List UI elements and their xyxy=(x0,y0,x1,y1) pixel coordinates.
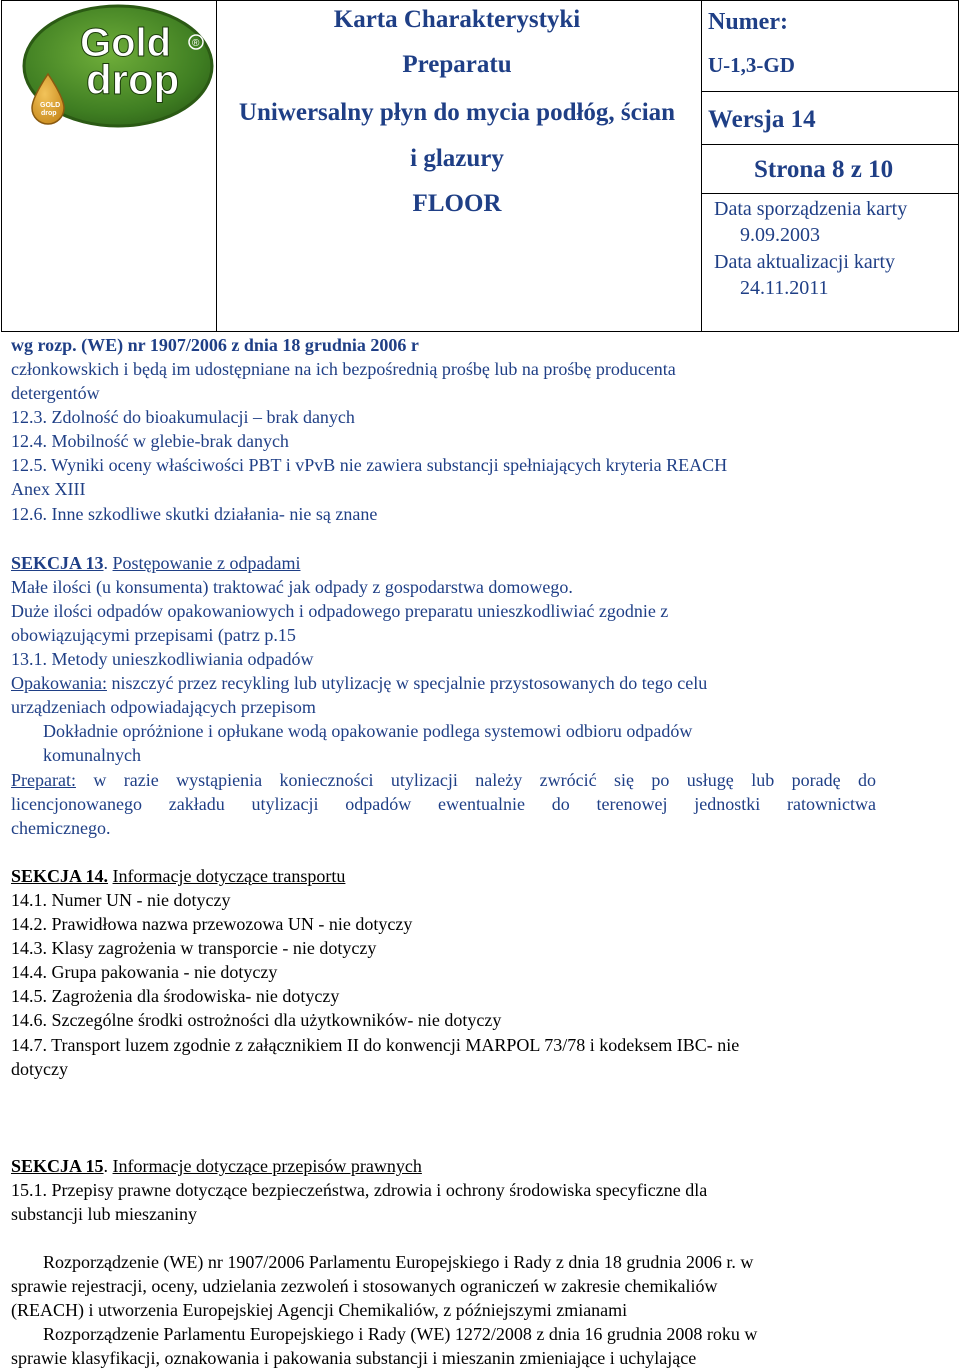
svg-text:drop: drop xyxy=(41,110,57,117)
text-line: 12.6. Inne szkodliwe skutki działania- nie są znane xyxy=(11,504,378,524)
section-15-title: Informacje dotyczące przepisów prawnych xyxy=(112,1156,422,1176)
text-line: Rozporządzenie Parlamentu Europejskiego i Rady (WE) 1272/2008 z dnia 16 grudnia 2008 roku w xyxy=(43,1324,758,1344)
preparation-label: Preparat: xyxy=(11,770,76,790)
gold-drop-logo xyxy=(18,2,214,130)
text-line: sprawie klasyfikacji, oznakowania i pakowania substancji i mieszanin zmieniające i uchylające xyxy=(11,1348,697,1368)
text-line: sprawie rejestracji, oceny, udzielania zezwoleń i stosowanych ograniczeń w zakresie chemikaliów xyxy=(11,1276,718,1296)
logo-word-drop: drop xyxy=(86,56,180,103)
text-line: 12.5. Wyniki oceny właściwości PBT i vPvB nie zawiera substancji spełniających kryteria REACH xyxy=(11,455,728,475)
section-15-label: SEKCJA 15 xyxy=(11,1156,104,1176)
page-number: Strona 8 z 10 xyxy=(754,156,894,183)
text-line: 14.6. Szczególne środki ostrożności dla użytkowników- nie dotyczy xyxy=(11,1010,502,1030)
section-14-title: Informacje dotyczące transportu xyxy=(112,866,346,886)
text-line: detergentów xyxy=(11,383,100,403)
text-line: chemicznego. xyxy=(11,818,111,838)
logo-word-gold: Gold xyxy=(80,21,172,65)
version: Wersja 14 xyxy=(708,106,816,133)
text-line: dotyczy xyxy=(11,1059,68,1079)
updated-date: 24.11.2011 xyxy=(740,277,829,299)
svg-text:GOLD: GOLD xyxy=(40,102,61,109)
text-line: Preparat: w razie wystąpienia konieczności utylizacji należy zwrócić się po usługę lub poradę do xyxy=(11,770,876,790)
text-line: Duże ilości odpadów opakowaniowych i odpadowego preparatu unieszkodliwiać zgodnie z xyxy=(11,601,669,621)
packaging-label: Opakowania: xyxy=(11,673,107,693)
section-14-label: SEKCJA 14. xyxy=(11,866,109,886)
text-line: 14.5. Zagrożenia dla środowiska- nie dotyczy xyxy=(11,986,340,1006)
text-line: 13.1. Metody unieszkodliwiania odpadów xyxy=(11,649,314,669)
number-label: Numer: xyxy=(708,9,788,35)
header-divider xyxy=(701,144,958,145)
regulation-ref: wg rozp. (WE) nr 1907/2006 z dnia 18 grudnia 2006 r xyxy=(11,335,419,355)
text-line: Dokładnie opróżnione i opłukane wodą opakowanie podlega systemowi odbioru odpadów xyxy=(43,721,693,741)
text-line: 14.7. Transport luzem zgodnie z załącznikiem II do konwencji MARPOL 73/78 i kodeksem IBC- nie xyxy=(11,1035,740,1055)
text-line: 12.4. Mobilność w glebie-brak danych xyxy=(11,431,289,451)
text-line: 15.1. Przepisy prawne dotyczące bezpieczeństwa, zdrowia i ochrony środowiska specyficzne dla xyxy=(11,1180,708,1200)
text-line: (REACH) i utworzenia Europejskiej Agencji Chemikaliów, z późniejszymi zmianami xyxy=(11,1300,628,1320)
section-14-heading xyxy=(11,865,345,887)
doc-title: Karta Charakterystyki xyxy=(333,6,581,33)
section-13-title: Postępowanie z odpadami xyxy=(112,553,301,573)
product-name-line1: Uniwersalny płyn do mycia podłóg, ścian xyxy=(238,99,676,126)
text-line: 14.2. Prawidłowa nazwa przewozowa UN - nie dotyczy xyxy=(11,914,413,934)
text-line: 14.3. Klasy zagrożenia w transporcie - nie dotyczy xyxy=(11,938,377,958)
text-line: komunalnych xyxy=(43,745,141,765)
text-line: Rozporządzenie (WE) nr 1907/2006 Parlamentu Europejskiego i Rady z dnia 18 grudnia 2006 r. w xyxy=(43,1252,754,1272)
text-line: 14.1. Numer UN - nie dotyczy xyxy=(11,890,231,910)
text-line: urządzeniach odpowiadających przepisom xyxy=(11,697,316,717)
section-15-heading: SEKCJA 15. Informacje dotyczące przepisów prawnych xyxy=(11,1156,422,1176)
text-line: substancji lub mieszaniny xyxy=(11,1204,197,1224)
updated-label: Data aktualizacji karty xyxy=(714,251,896,273)
text-line: 12.3. Zdolność do bioakumulacji – brak danych xyxy=(11,407,355,427)
header-divider xyxy=(701,193,958,194)
number-value: U-1,3-GD xyxy=(708,53,795,77)
logo-registered: ® xyxy=(192,38,200,49)
product-name-line2: i glazury xyxy=(410,145,504,172)
created-date: 9.09.2003 xyxy=(740,224,820,246)
header-divider xyxy=(701,1,702,331)
header-divider xyxy=(701,91,958,92)
section-13-label: SEKCJA 13 xyxy=(11,553,104,573)
text-line: członkowskich i będą im udostępniane na ich bezpośrednią prośbę lub na prośbę producenta xyxy=(11,359,676,379)
text-line: Małe ilości (u konsumenta) traktować jak odpady z gospodarstwa domowego. xyxy=(11,577,573,597)
product-name-line3: FLOOR xyxy=(412,190,502,217)
section-13-heading: SEKCJA 13. Postępowanie z odpadami xyxy=(11,553,301,573)
text-line: licencjonowanego zakładu utylizacji odpadów ewentualnie do terenowej jednostki ratownictwa xyxy=(11,794,876,814)
created-label: Data sporządzenia karty xyxy=(714,198,908,220)
text-line: obowiązującymi przepisami (patrz p.15 xyxy=(11,625,296,645)
text-line: Opakowania: niszczyć przez recykling lub utylizację w specjalnie przystosowanych do tego celu xyxy=(11,673,708,693)
text-line: 14.4. Grupa pakowania - nie dotyczy xyxy=(11,962,278,982)
doc-subtitle: Preparatu xyxy=(402,51,512,78)
text-line: Anex XIII xyxy=(11,479,86,499)
